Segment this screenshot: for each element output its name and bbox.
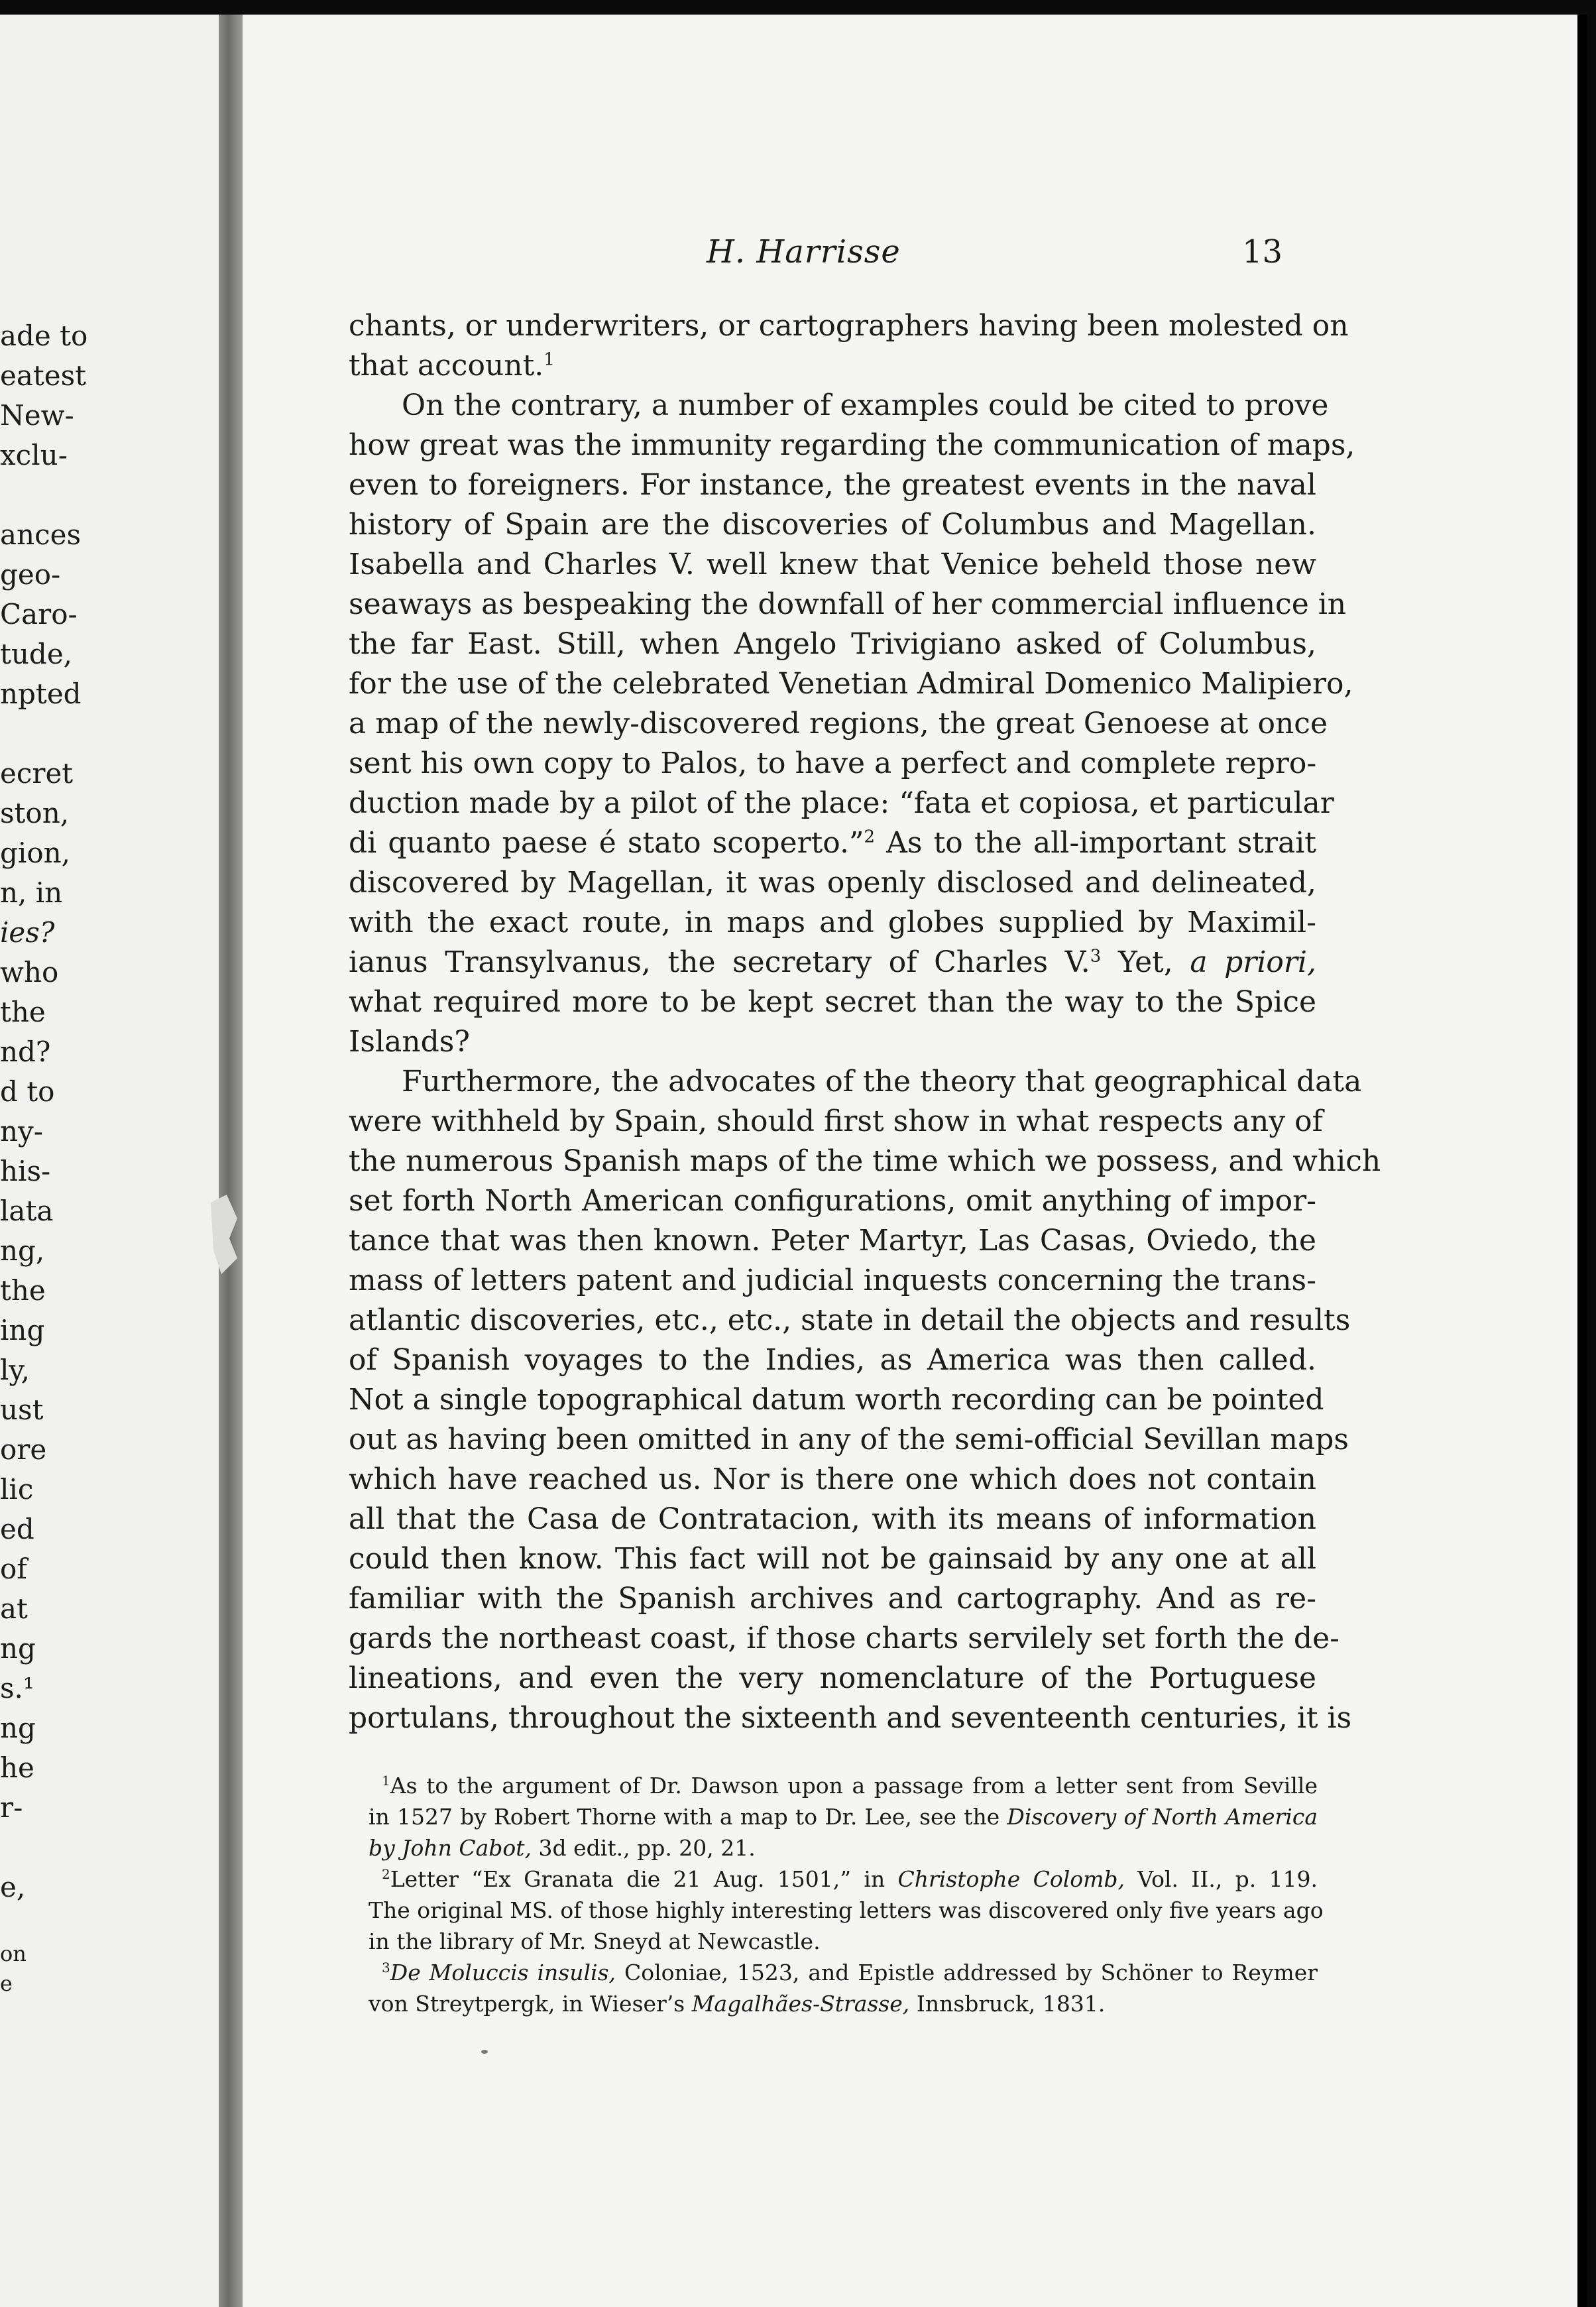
- footnote-ref: 1: [543, 349, 555, 370]
- running-title: H. Harrisse: [707, 233, 901, 270]
- body-text: [349, 306, 1381, 1738]
- text-line: what required more to be kept secret than the way to the Spice: [349, 985, 1316, 1019]
- left-line: e,: [0, 1871, 26, 1903]
- text-line: lineations, and even the very nomenclature of the Portuguese: [349, 1661, 1316, 1695]
- left-line: n, in: [0, 876, 63, 909]
- left-page-fragment: [0, 15, 219, 2307]
- dust-speck: [481, 2050, 488, 2054]
- text-line: chants, or underwriters, or cartographers having been molested on: [349, 309, 1349, 343]
- text-line: ianus Transylvanus, the secretary of Charles V.$^3$ Yet, a priori,: [349, 945, 1316, 979]
- left-line: nd?: [0, 1035, 51, 1068]
- text-line: Islands?: [349, 1025, 470, 1059]
- text-line: how great was the immunity regarding the communication of maps,: [349, 428, 1355, 462]
- left-line: ny-: [0, 1115, 43, 1148]
- left-line: ston,: [0, 797, 70, 829]
- left-line: who: [0, 956, 59, 988]
- right-page: [243, 15, 1587, 2307]
- left-line: d to: [0, 1075, 55, 1108]
- left-line: ade to: [0, 320, 88, 352]
- left-line: ust: [0, 1393, 44, 1426]
- left-line: lata: [0, 1195, 54, 1227]
- text-line: even to foreigners. For instance, the greatest events in the naval: [349, 468, 1316, 502]
- text-line: with the exact route, in maps and globes supplied by Maximil-: [349, 906, 1316, 939]
- left-line: ly,: [0, 1354, 30, 1386]
- left-line: ng,: [0, 1234, 45, 1267]
- text-line: di quanto paese é stato scoperto.”$^2$ As to the all-important strait: [349, 826, 1316, 860]
- text-line: the far East. Still, when Angelo Trivigiano asked of Columbus,: [349, 627, 1316, 661]
- page-edge: [1577, 15, 1587, 2307]
- text-line: duction made by a pilot of the place: “fata et copiosa, et particular: [349, 786, 1334, 820]
- left-line: xclu-: [0, 439, 68, 471]
- text-line: could then know. This fact will not be gainsaid by any one at all: [349, 1542, 1316, 1576]
- text-line: a map of the newly-discovered regions, the great Genoese at once: [349, 707, 1328, 740]
- left-line: ng: [0, 1712, 36, 1744]
- footnote-line: $^2$Letter “Ex Granata die 21 Aug. 1501,” in Christophe Colomb, Vol. II., p. 119.: [382, 1866, 1318, 1892]
- text-line: mass of letters patent and judicial inquests concerning the trans-: [349, 1264, 1316, 1297]
- left-line: Caro-: [0, 598, 78, 630]
- left-line: ng: [0, 1632, 36, 1665]
- text-line: that account.$^1$: [349, 349, 555, 383]
- text-line: Furthermore, the advocates of the theory that geographical data: [402, 1065, 1362, 1098]
- text-line: Not a single topographical datum worth recording can be pointed: [349, 1383, 1324, 1417]
- text-line: tance that was then known. Peter Martyr, Las Casas, Oviedo, the: [349, 1224, 1316, 1258]
- left-line: ed: [0, 1513, 34, 1545]
- footnote-line: by John Cabot, 3d edit., pp. 20, 21.: [369, 1835, 756, 1861]
- left-line: his-: [0, 1155, 51, 1187]
- footnote-ref: 3: [1090, 946, 1102, 967]
- text-line: which have reached us. Nor is there one which does not contain: [349, 1462, 1316, 1496]
- text-line: seaways as bespeaking the downfall of her commercial influence in: [349, 587, 1347, 621]
- footnote-line: in the library of Mr. Sneyd at Newcastle.: [369, 1928, 821, 1954]
- running-head: [243, 233, 1587, 280]
- text-line: history of Spain are the discoveries of Columbus and Magellan.: [349, 508, 1316, 542]
- left-line: ecret: [0, 757, 74, 790]
- text-line: familiar with the Spanish archives and cartography. And as re-: [349, 1582, 1316, 1616]
- left-line: lic: [0, 1473, 34, 1506]
- text-line: all that the Casa de Contratacion, with its means of information: [349, 1502, 1316, 1536]
- text-line: sent his own copy to Palos, to have a perfect and complete repro-: [349, 746, 1317, 780]
- left-line: at: [0, 1592, 28, 1625]
- left-line: ing: [0, 1314, 45, 1346]
- left-line: he: [0, 1751, 34, 1784]
- left-line: New-: [0, 399, 74, 432]
- text-line: were withheld by Spain, should first show in what respects any of: [349, 1104, 1323, 1138]
- text-line: atlantic discoveries, etc., etc., state in detail the objects and results: [349, 1303, 1351, 1337]
- footnote-line: von Streytpergk, in Wieser’s Magalhães-Strasse, Innsbruck, 1831.: [369, 1991, 1106, 2017]
- left-line: s.¹: [0, 1672, 34, 1704]
- text-line: Isabella and Charles V. well knew that Venice beheld those new: [349, 548, 1316, 581]
- footnote-line: $^3$De Moluccis insulis, Coloniae, 1523, and Epistle addressed by Schöner to Reymer: [382, 1960, 1318, 1985]
- left-line: on: [0, 1941, 27, 1966]
- footnote-ref: 2: [864, 827, 876, 847]
- left-line: ances: [0, 518, 82, 551]
- text-line: gards the northeast coast, if those charts servilely set forth the de-: [349, 1622, 1340, 1655]
- text-line: discovered by Magellan, it was openly disclosed and delineated,: [349, 866, 1316, 900]
- left-line: tude,: [0, 638, 73, 670]
- footnotes: [369, 1770, 1324, 2019]
- left-line: the: [0, 996, 46, 1028]
- text-line: of Spanish voyages to the Indies, as America was then called.: [349, 1343, 1316, 1377]
- left-line: ore: [0, 1433, 47, 1466]
- left-line: npted: [0, 678, 82, 710]
- left-line: gion,: [0, 837, 71, 869]
- book-spine-shadow: [219, 15, 243, 2307]
- page-number: 13: [1242, 233, 1283, 270]
- left-line: the: [0, 1274, 46, 1307]
- left-line: of: [0, 1553, 27, 1585]
- text-line: On the contrary, a number of examples could be cited to prove: [402, 388, 1329, 422]
- left-line: geo-: [0, 558, 61, 591]
- text-line: for the use of the celebrated Venetian Admiral Domenico Malipiero,: [349, 667, 1353, 701]
- footnote-line: $^1$As to the argument of Dr. Dawson upon a passage from a letter sent from Seville: [382, 1773, 1318, 1799]
- left-line: e: [0, 1971, 13, 1996]
- text-line: portulans, throughout the sixteenth and seventeenth centuries, it is: [349, 1701, 1352, 1735]
- left-line: r-: [0, 1791, 23, 1824]
- scanned-spread: [0, 15, 1587, 2307]
- footnote-line: in 1527 by Robert Thorne with a map to Dr. Lee, see the Discovery of North America: [369, 1804, 1318, 1830]
- left-line: ies?: [0, 916, 55, 949]
- text-line: set forth North American configurations, omit anything of impor-: [349, 1184, 1316, 1218]
- text-line: the numerous Spanish maps of the time which we possess, and which: [349, 1144, 1381, 1178]
- footnote-line: The original MS. of those highly interesting letters was discovered only five years ago: [369, 1897, 1324, 1923]
- text-line: out as having been omitted in any of the semi-official Sevillan maps: [349, 1423, 1349, 1456]
- left-line: eatest: [0, 359, 87, 392]
